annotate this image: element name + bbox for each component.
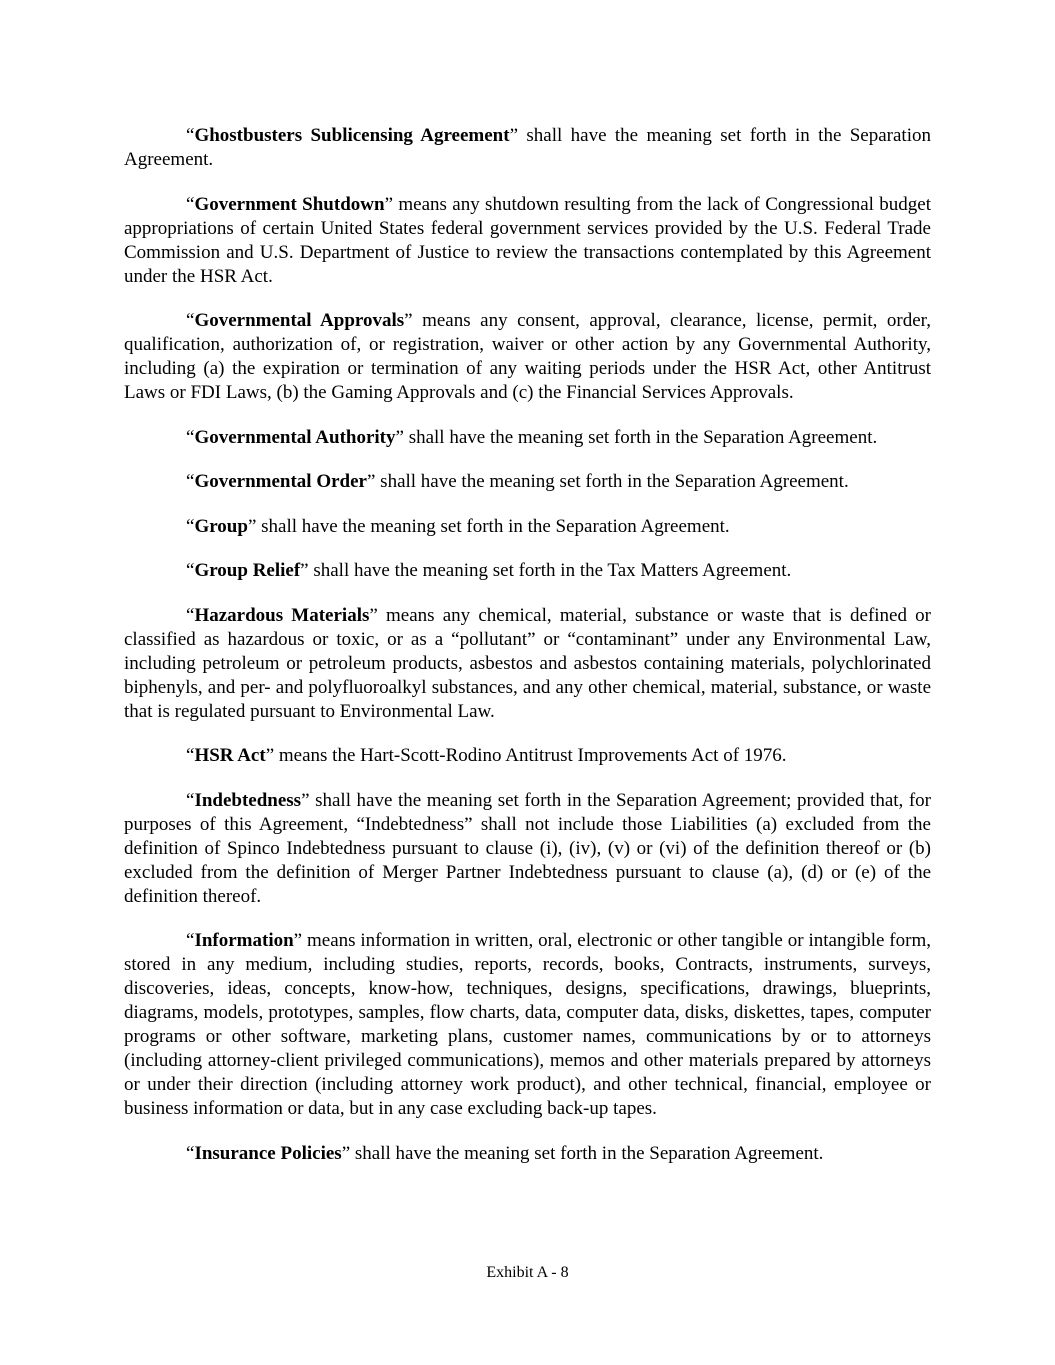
definition-text: means any chemical, material, substance or waste that is defined or classified as hazardous or toxic, or as a “pollutant” or “contaminant” under any Environmental Law, including petroleum or petroleum products, asbestos and asbestos containing materials, polychlorinated biphenyls, and per- and polyfluoroalkyl substances, and any other chemical, material, substance, or waste that is regulated pursuant to Environmental Law. [124,604,931,722]
defined-term: Governmental Authority [194,426,396,448]
defined-term: Indebtedness [194,789,302,811]
definition-paragraph: “Indebtedness” shall have the meaning set forth in the Separation Agreement; provided that, for purposes of this Agreement, “Indebtedness” shall not include those Liabilities (a) excluded from the definition of Spinco Indebtedness pursuant to clause (i), (iv), (v) or (vi) of the definition thereof or (b) excluded from the definition of Merger Partner Indebtedness pursuant to clause (a), (d) or (e) of the definition thereof. [124,789,931,907]
definition-text: shall have the meaning set forth in the Separation Agreement. [350,1142,824,1164]
defined-term: Group Relief [194,560,301,581]
defined-term: Group [194,515,248,537]
definition-text: shall have the meaning set forth in the Tax Matters Agreement. [308,560,792,581]
defined-term: Government Shutdown [194,193,385,215]
definition-text: shall have the meaning set forth in the Separation Agreement. [375,471,849,492]
definition-paragraph: “Government Shutdown” means any shutdown resulting from the lack of Congressional budget appropriations of certain United States federal government services provided by the U.S. Federal Trade Commission and U.S. Department of Justice to review the transactions contemplated by this Agreement under the HSR Act. [124,193,932,287]
defined-term: Hazardous Materials [194,604,370,626]
definition-text: shall have the meaning set forth in the Separation Agreement. [124,125,931,170]
definition-text: shall have the meaning set forth in the Separation Agreement. [403,426,878,448]
definition-paragraph: “Hazardous Materials” means any chemical, material, substance or waste that is defined or classified as hazardous or toxic, or as a “pollutant” or “contaminant” under any Environmental Law, including petroleum or petroleum products, asbestos and asbestos containing materials, polychlorinated biphenyls, and per- and polyfluoroalkyl substances, and any other chemical, material, substance, or waste that is regulated pursuant to Environmental Law. [124,604,931,722]
definition-text: means any shutdown resulting from the lack of Congressional budget appropriations of certain United States federal government services provided by the U.S. Federal Trade Commission and U.S. Department of Justice to review the transactions contemplated by this Agreement under the HSR Act. [124,193,932,287]
defined-term: Governmental Approvals [194,310,405,331]
definition-paragraph: “Group Relief” shall have the meaning set forth in the Tax Matters Agreement. [186,560,792,581]
definition-paragraph: “HSR Act” means the Hart-Scott-Rodino Antitrust Improvements Act of 1976. [186,745,787,766]
definition-text: shall have the meaning set forth in the Separation Agreement. [256,515,730,537]
definition-paragraph: “Governmental Approvals” means any consent, approval, clearance, license, permit, order, qualification, authorization of, or registration, waiver or other action by any Governmental Authority, including (a) the expiration or termination of any waiting periods under the HSR Act, other Antitrust Laws or FDI Laws, (b) the Gaming Approvals and (c) the Financial Services Approvals. [124,310,931,403]
defined-term: Ghostbusters Sublicensing Agreement [194,125,510,146]
defined-term: Information [194,930,294,951]
definition-paragraph: “Insurance Policies” shall have the meaning set forth in the Separation Agreement. [186,1142,824,1164]
document-body [124,124,931,1186]
definition-paragraph: “Governmental Order” shall have the meaning set forth in the Separation Agreement. [186,471,849,492]
definition-paragraph: “Ghostbusters Sublicensing Agreement” shall have the meaning set forth in the Separation Agreement. [124,125,931,170]
definition-text: means the Hart-Scott-Rodino Antitrust Improvements Act of 1976. [274,745,787,766]
definition-text: shall have the meaning set forth in the Separation Agreement; provided that, for purposes of this Agreement, “Indebtedness” shall not include those Liabilities (a) excluded from the definition of Spinco Indebtedness pursuant to clause (i), (iv), (v) or (vi) of the definition thereof or (b) excluded from the definition of Merger Partner Indebtedness pursuant to clause (a), (d) or (e) of the definition thereof. [124,789,931,907]
definition-paragraph: “Information” means information in written, oral, electronic or other tangible or intangible form, stored in any medium, including studies, reports, records, books, Contracts, instruments, surveys, discoveries, ideas, concepts, know-how, techniques, designs, specifications, drawings, blueprints, diagrams, models, prototypes, samples, flow charts, data, computer data, disks, diskettes, tapes, computer programs or other software, marketing plans, customer names, communications by or to attorneys (including attorney-client privileged communications), memos and other materials prepared by attorneys or under their direction (including attorney work product), and other technical, financial, employee or business information or data, but in any case excluding back-up tapes. [124,930,931,1119]
definition-paragraph: “Group” shall have the meaning set forth in the Separation Agreement. [186,515,730,537]
page-footer: Exhibit A - 8 [486,1264,569,1281]
definition-text: means information in written, oral, electronic or other tangible or intangible form, stored in any medium, including studies, reports, records, books, Contracts, instruments, surveys, discoveries, ideas, concepts, know-how, techniques, designs, specifications, drawings, blueprints, diagrams, models, prototypes, samples, flow charts, data, computer data, disks, diskettes, tapes, computer programs or other software, marketing plans, customer names, communications by or to attorneys (including attorney-client privileged communications), memos and other materials prepared by attorneys or under their direction (including attorney work product), and other technical, financial, employee or business information or data, but in any case excluding back-up tapes. [124,930,931,1119]
defined-term: Governmental Order [194,471,367,492]
definition-paragraph: “Governmental Authority” shall have the meaning set forth in the Separation Agreement. [186,426,878,448]
defined-term: Insurance Policies [194,1142,342,1164]
definition-text: means any consent, approval, clearance, license, permit, order, qualification, authorization of, or registration, waiver or other action by any Governmental Authority, including (a) the expiration or termination of any waiting periods under the HSR Act, other Antitrust Laws or FDI Laws, (b) the Gaming Approvals and (c) the Financial Services Approvals. [124,310,931,403]
defined-term: HSR Act [194,745,266,766]
